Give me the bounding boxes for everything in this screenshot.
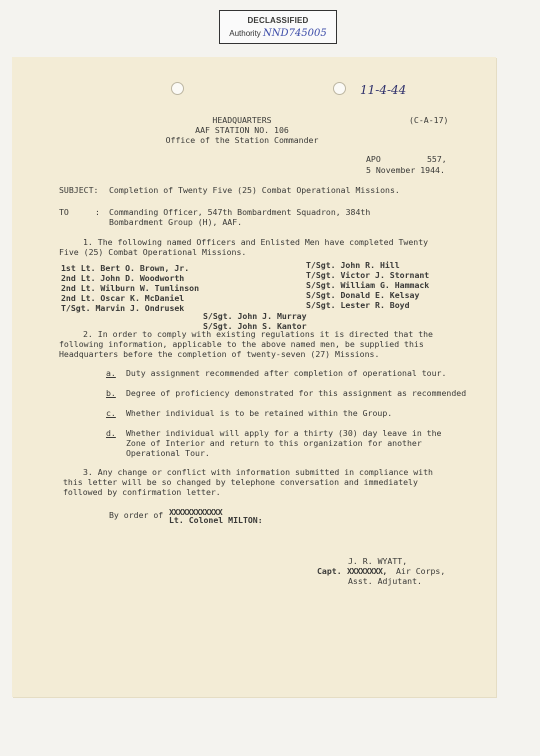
para1-line1: 1. The following named Officers and Enlisted Men have completed Twenty: [83, 237, 429, 247]
item-text: Duty assignment recommended after completion of operational tour.: [126, 368, 447, 378]
item-letter: a.: [106, 368, 116, 378]
letterhead-line1: HEADQUARTERS: [212, 115, 272, 125]
para3-line1: 3. Any change or conflict with information submitted in compliance with: [83, 467, 433, 477]
declassified-stamp: [219, 10, 337, 44]
handwritten-date: 11-4-44: [360, 83, 407, 97]
enlisted-name: S/Sgt. John J. Murray: [203, 311, 307, 321]
item-text: Operational Tour.: [126, 448, 210, 458]
item-letter: d.: [106, 428, 116, 438]
subject-label: SUBJECT:: [59, 185, 99, 195]
para1-line2: Five (25) Combat Operational Missions.: [59, 247, 247, 257]
para2-line2: following information, applicable to the above named men, be supplied this: [59, 339, 424, 349]
signatory-title: Asst. Adjutant.: [348, 576, 422, 586]
enlisted-name: T/Sgt. Victor J. Stornant: [306, 270, 430, 280]
subject-text: Completion of Twenty Five (25) Combat Operational Missions.: [109, 185, 400, 195]
letterhead-line3: Office of the Station Commander: [165, 135, 319, 145]
letterhead-line2: AAF STATION NO. 106: [195, 125, 289, 135]
signatory-rank: Capt.: [317, 566, 342, 576]
addressee-line1: Commanding Officer, 547th Bombardment Squadron, 384th: [109, 207, 371, 217]
addressee-line2: Bombardment Group (H), AAF.: [109, 217, 243, 227]
document-sheet: [12, 57, 496, 697]
officer-name: 2nd Lt. Oscar K. McDaniel: [61, 293, 185, 303]
punch-hole-left: [171, 82, 184, 95]
item-letter: c.: [106, 408, 116, 418]
officer-name: 2nd Lt. John D. Woodworth: [61, 273, 185, 283]
officer-name: 1st Lt. Bert O. Brown, Jr.: [61, 263, 190, 273]
para3-line2: this letter will be so changed by telephone conversation and immediately: [63, 477, 418, 487]
commander-name: Lt. Colonel MILTON:: [169, 515, 263, 525]
para3-line3: followed by confirmation letter.: [63, 487, 221, 497]
signatory-corps: Air Corps,: [396, 566, 446, 576]
reference-code: (C-A-17): [409, 115, 449, 125]
item-text: Degree of proficiency demonstrated for this assignment as recommended: [126, 388, 467, 398]
officer-name: 2nd Lt. Wilburn W. Tumlinson: [61, 283, 200, 293]
item-text: Zone of Interior and return to this organization for another: [126, 438, 422, 448]
by-order-label: By order of: [109, 510, 164, 520]
item-text: Whether individual is to be retained within the Group.: [126, 408, 393, 418]
signatory-name: J. R. WYATT,: [348, 556, 408, 566]
item-letter: b.: [106, 388, 116, 398]
enlisted-name: S/Sgt. William G. Hammack: [306, 280, 430, 290]
stamp-authority-label: Authority: [229, 29, 261, 38]
letter-date: 5 November 1944.: [366, 165, 445, 175]
item-text: Whether individual will apply for a thirty (30) day leave in the: [126, 428, 442, 438]
apo-number: 557,: [427, 154, 447, 164]
apo-label: APO: [366, 154, 381, 164]
para2-line1: 2. In order to comply with existing regulations it is directed that the: [83, 329, 433, 339]
to-label: TO: [59, 207, 69, 217]
enlisted-name: S/Sgt. John S. Kantor: [203, 321, 307, 331]
stamp-authority-code: NND745005: [263, 28, 327, 39]
to-colon: :: [95, 207, 100, 217]
enlisted-name: S/Sgt. Donald E. Kelsay: [306, 290, 420, 300]
struck-out-text: XXXXXXXX,: [347, 566, 387, 576]
punch-hole-right: [333, 82, 346, 95]
enlisted-name: T/Sgt. John R. Hill: [306, 260, 400, 270]
stamp-title: DECLASSIFIED: [247, 16, 309, 25]
enlisted-name: S/Sgt. Lester R. Boyd: [306, 300, 410, 310]
para2-line3: Headquarters before the completion of twenty-seven (27) Missions.: [59, 349, 380, 359]
struck-out-text: XXXXXXXXXXXX: [169, 507, 223, 517]
enlisted-name: T/Sgt. Marvin J. Ondrusek: [61, 303, 185, 313]
